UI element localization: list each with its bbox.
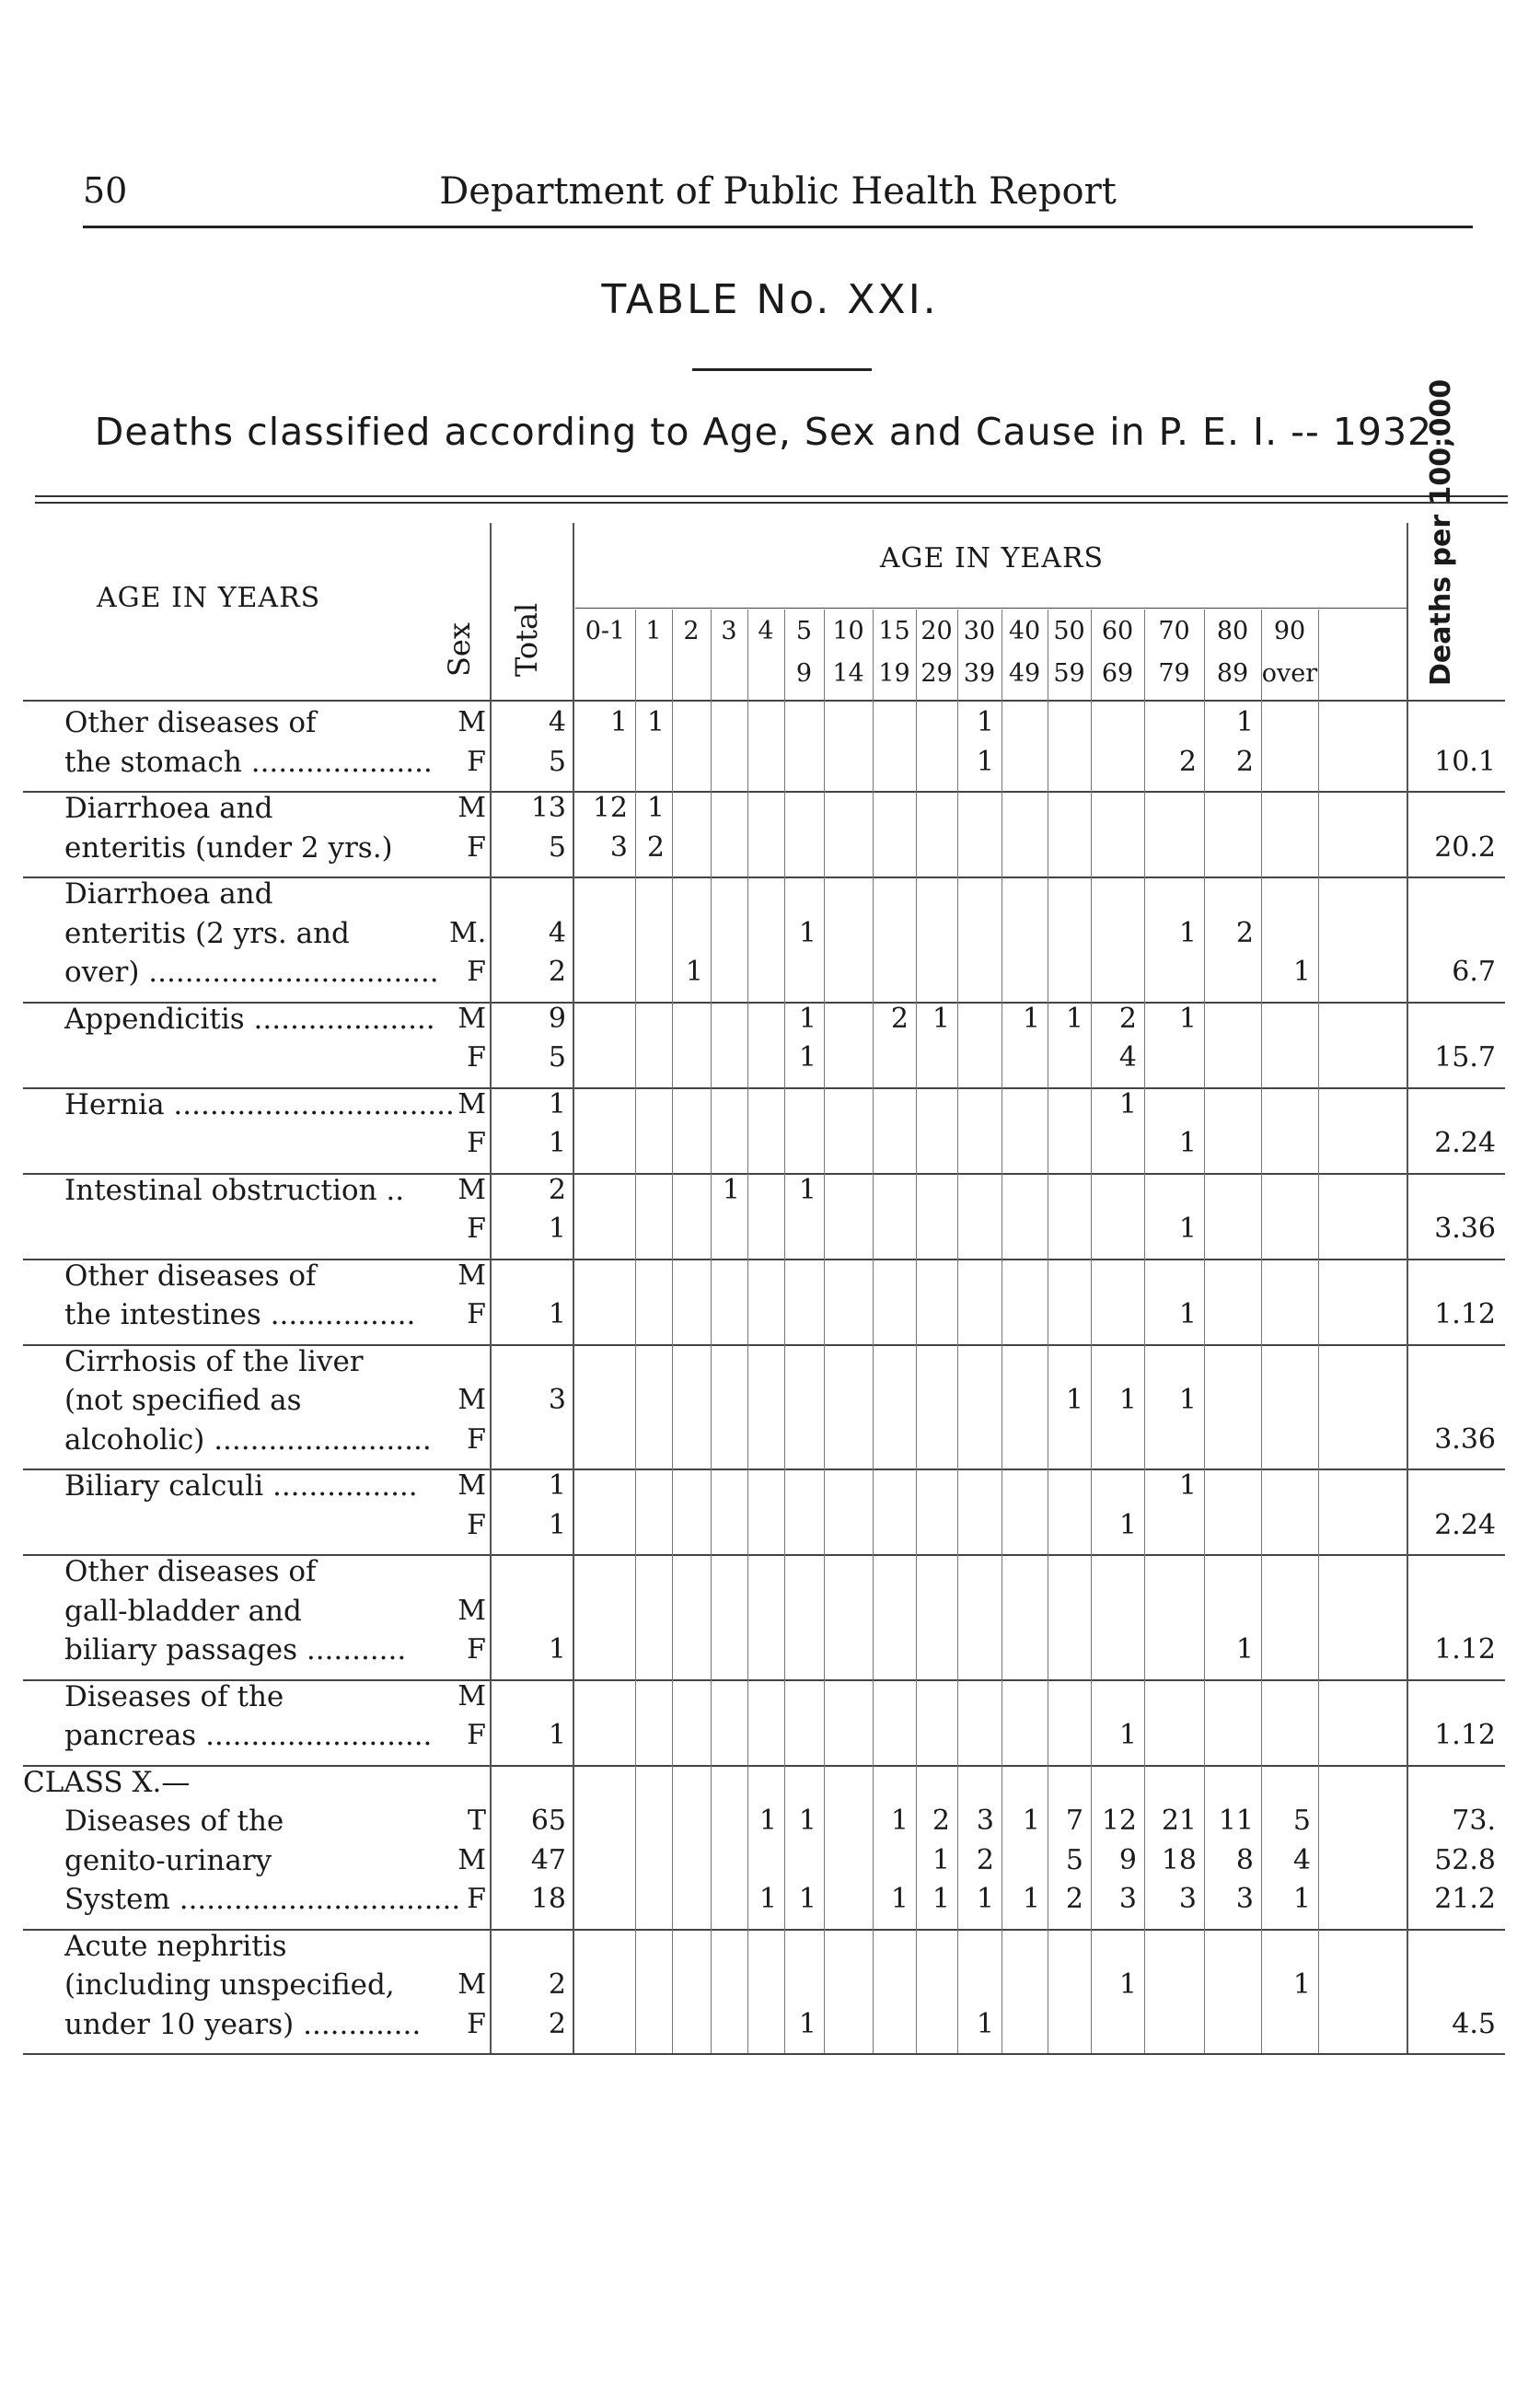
sex-cell: M bbox=[457, 706, 486, 738]
age-cell: 3 bbox=[1118, 1883, 1137, 1915]
rate-cell: 4.5 bbox=[1452, 2007, 1496, 2040]
row-label: Hernia ............................... bbox=[64, 1087, 455, 1121]
age-column-rule bbox=[1318, 609, 1319, 2053]
rate-cell: 21.2 bbox=[1434, 1883, 1496, 1915]
age-cell: 3 bbox=[976, 1805, 994, 1837]
total-cell: 3 bbox=[548, 1384, 566, 1416]
sex-cell: M bbox=[457, 792, 486, 824]
age-head-top: 80 bbox=[1216, 617, 1249, 645]
row-separator bbox=[23, 2053, 1505, 2055]
age-cell: 1 bbox=[1118, 1508, 1137, 1541]
rate-cell: 52.8 bbox=[1434, 1843, 1496, 1876]
rate-cell: 6.7 bbox=[1452, 956, 1496, 988]
total-cell: 4 bbox=[548, 706, 566, 738]
row-label: gall-bladder and bbox=[64, 1594, 302, 1628]
age-column-rule bbox=[635, 609, 636, 2053]
table-top-rule-2 bbox=[35, 502, 1508, 504]
age-column-rule bbox=[1091, 609, 1092, 2053]
age-group-rule bbox=[575, 608, 1407, 609]
age-cell: 1 bbox=[890, 1805, 909, 1837]
total-cell: 2 bbox=[548, 1968, 566, 2001]
sex-cell: F bbox=[467, 1633, 486, 1666]
row-label: under 10 years) ............. bbox=[64, 2007, 422, 2041]
total-cell: 1 bbox=[548, 1719, 566, 1751]
age-cell: 2 bbox=[1235, 745, 1254, 778]
total-cell: 13 bbox=[530, 792, 566, 824]
age-cell: 1 bbox=[758, 1805, 777, 1837]
age-cell: 1 bbox=[976, 706, 994, 738]
total-cell: 5 bbox=[548, 830, 566, 864]
age-cell: 7 bbox=[1065, 1805, 1083, 1837]
table-title: TABLE No. XXI. bbox=[601, 276, 939, 323]
age-head-top: 4 bbox=[758, 617, 774, 645]
age-head-bottom: 9 bbox=[795, 659, 813, 688]
rate-cell: 20.2 bbox=[1434, 830, 1496, 864]
total-cell: 4 bbox=[548, 916, 566, 949]
page-number: 50 bbox=[83, 170, 128, 211]
sex-cell: M bbox=[457, 1087, 486, 1120]
sex-cell: F bbox=[467, 1719, 486, 1751]
age-cell: 1 bbox=[798, 1173, 816, 1206]
row-label: Other diseases of bbox=[64, 706, 317, 739]
sex-cell: F bbox=[467, 1041, 486, 1074]
title-rule bbox=[692, 368, 872, 371]
age-cell: 5 bbox=[1065, 1843, 1083, 1876]
rate-cell: 3.36 bbox=[1434, 1213, 1496, 1245]
age-column-rule bbox=[1261, 609, 1262, 2053]
age-cell: 1 bbox=[798, 2007, 816, 2040]
row-label: enteritis (under 2 yrs.) bbox=[64, 830, 393, 865]
age-column-rule bbox=[747, 609, 748, 2053]
age-cell: 3 bbox=[1235, 1883, 1254, 1915]
sex-cell: F bbox=[467, 1508, 486, 1541]
age-head-top: 15 bbox=[878, 617, 910, 645]
row-label: the stomach .................... bbox=[64, 745, 433, 779]
age-cell: 1 bbox=[1118, 1968, 1137, 2001]
age-cell: 4 bbox=[1118, 1041, 1137, 1074]
total-cell: 5 bbox=[548, 745, 566, 778]
rate-cell: 3.36 bbox=[1434, 1422, 1496, 1456]
rate-cell: 2.24 bbox=[1434, 1127, 1496, 1159]
row-label: pancreas ......................... bbox=[64, 1719, 433, 1752]
sex-cell: M bbox=[457, 1968, 486, 2001]
age-cell: 1 bbox=[1178, 1469, 1197, 1502]
age-cell: 1 bbox=[798, 916, 816, 949]
row-label: Diarrhoea and bbox=[64, 877, 273, 911]
sex-cell: M. bbox=[449, 916, 487, 949]
column-rule bbox=[573, 523, 574, 2053]
age-cell: 1 bbox=[932, 1843, 950, 1876]
total-cell: 2 bbox=[548, 2007, 566, 2040]
age-head-bottom: 29 bbox=[921, 659, 953, 688]
age-cell: 9 bbox=[1118, 1843, 1137, 1876]
total-cell: 1 bbox=[548, 1469, 566, 1502]
age-cell: 1 bbox=[1178, 1213, 1197, 1245]
rate-cell: 1.12 bbox=[1434, 1298, 1496, 1330]
sex-cell: F bbox=[467, 745, 486, 778]
age-cell: 1 bbox=[976, 1883, 994, 1915]
sex-cell: F bbox=[467, 2007, 486, 2040]
age-cell: 4 bbox=[1292, 1843, 1311, 1876]
total-cell: 1 bbox=[548, 1298, 566, 1330]
row-label: Diseases of the bbox=[64, 1805, 284, 1838]
table-caption: Deaths classified according to Age, Sex and Cause in P. E. I. -- 1932. bbox=[94, 410, 1446, 454]
row-label: alcoholic) ........................ bbox=[64, 1422, 432, 1457]
age-head-top: 5 bbox=[795, 617, 813, 645]
row-label: System ............................... bbox=[64, 1883, 461, 1916]
age-head-top: 0-1 bbox=[585, 617, 626, 645]
stub-header: AGE IN YEARS bbox=[97, 582, 321, 614]
age-head-bottom: 89 bbox=[1216, 659, 1249, 688]
age-head-bottom: 14 bbox=[832, 659, 864, 688]
total-cell: 47 bbox=[530, 1843, 566, 1876]
age-cell: 2 bbox=[890, 1002, 909, 1035]
running-head: Department of Public Health Report bbox=[439, 170, 1117, 213]
sex-cell: F bbox=[467, 956, 486, 988]
age-column-rule bbox=[824, 609, 825, 2053]
age-column-rule bbox=[1204, 609, 1205, 2053]
age-head-top: 90 bbox=[1273, 617, 1306, 645]
total-cell: 1 bbox=[548, 1633, 566, 1666]
age-head-bottom: over bbox=[1261, 659, 1318, 688]
age-cell: 12 bbox=[592, 792, 628, 824]
rate-header: Deaths per 100,000 bbox=[1425, 378, 1457, 686]
total-cell: 1 bbox=[548, 1087, 566, 1120]
age-cell: 1 bbox=[1065, 1002, 1083, 1035]
row-label: Diseases of the bbox=[64, 1679, 284, 1713]
age-cell: 1 bbox=[1235, 706, 1254, 738]
age-cell: 1 bbox=[932, 1883, 950, 1915]
sex-cell: M bbox=[457, 1469, 486, 1502]
row-label: Appendicitis .................... bbox=[64, 1002, 435, 1036]
sex-cell: M bbox=[457, 1002, 486, 1035]
row-label: over) ................................ bbox=[64, 956, 439, 989]
sex-cell: F bbox=[467, 830, 486, 864]
total-cell: 9 bbox=[548, 1002, 566, 1035]
age-cell: 1 bbox=[685, 956, 703, 988]
age-cell: 2 bbox=[1178, 745, 1197, 778]
age-head-top: 30 bbox=[963, 617, 996, 645]
table-top-rule bbox=[35, 495, 1508, 497]
sex-cell: M bbox=[457, 1173, 486, 1206]
row-label: enteritis (2 yrs. and bbox=[64, 916, 350, 950]
age-cell: 18 bbox=[1161, 1843, 1197, 1876]
age-cell: 1 bbox=[1178, 1127, 1197, 1159]
age-cell: 1 bbox=[1022, 1805, 1040, 1837]
age-head-bottom: 49 bbox=[1008, 659, 1041, 688]
age-cell: 2 bbox=[646, 830, 665, 864]
age-head-top: 10 bbox=[832, 617, 864, 645]
rate-cell: 1.12 bbox=[1434, 1633, 1496, 1666]
age-head-bottom: 39 bbox=[963, 659, 996, 688]
age-column-rule bbox=[957, 609, 958, 2053]
age-cell: 1 bbox=[1022, 1883, 1040, 1915]
age-head-top: 3 bbox=[721, 617, 737, 645]
row-label: Other diseases of bbox=[64, 1555, 317, 1588]
age-head-bottom: 19 bbox=[878, 659, 910, 688]
age-cell: 1 bbox=[1178, 1298, 1197, 1330]
age-cell: 11 bbox=[1218, 1805, 1254, 1837]
age-cell: 1 bbox=[890, 1883, 909, 1915]
age-head-top: 40 bbox=[1008, 617, 1041, 645]
row-label: Intestinal obstruction .. bbox=[64, 1173, 405, 1207]
age-head-top: 1 bbox=[645, 617, 662, 645]
row-label: Diarrhoea and bbox=[64, 792, 273, 825]
row-label: biliary passages ........... bbox=[64, 1633, 407, 1666]
age-head-top: 60 bbox=[1101, 617, 1134, 645]
column-rule bbox=[490, 523, 492, 2053]
age-cell: 12 bbox=[1101, 1805, 1137, 1837]
age-cell: 1 bbox=[1178, 916, 1197, 949]
age-cell: 1 bbox=[1235, 1633, 1254, 1666]
page-header bbox=[83, 170, 1473, 228]
age-cell: 1 bbox=[798, 1805, 816, 1837]
age-cell: 1 bbox=[798, 1883, 816, 1915]
age-cell: 1 bbox=[798, 1041, 816, 1074]
age-cell: 2 bbox=[976, 1843, 994, 1876]
age-cell: 1 bbox=[758, 1883, 777, 1915]
age-cell: 2 bbox=[1235, 916, 1254, 949]
total-cell: 2 bbox=[548, 1173, 566, 1206]
age-cell: 1 bbox=[1118, 1384, 1137, 1416]
age-cell: 1 bbox=[1178, 1002, 1197, 1035]
age-cell: 1 bbox=[1292, 1968, 1311, 2001]
row-label: CLASS X.— bbox=[23, 1765, 191, 1799]
age-cell: 2 bbox=[1118, 1002, 1137, 1035]
total-cell: 5 bbox=[548, 1041, 566, 1074]
sex-cell: M bbox=[457, 1843, 486, 1876]
age-cell: 1 bbox=[1022, 1002, 1040, 1035]
age-cell: 1 bbox=[1292, 1883, 1311, 1915]
sex-cell: T bbox=[467, 1805, 486, 1837]
rate-cell: 15.7 bbox=[1434, 1041, 1496, 1074]
age-cell: 1 bbox=[1178, 1384, 1197, 1416]
age-head-top: 2 bbox=[683, 617, 700, 645]
age-group-header: AGE IN YEARS bbox=[879, 542, 1105, 575]
total-cell: 1 bbox=[548, 1213, 566, 1245]
age-cell: 1 bbox=[1118, 1719, 1137, 1751]
age-cell: 1 bbox=[1065, 1384, 1083, 1416]
row-label: the intestines ................ bbox=[64, 1298, 416, 1331]
row-label: Acute nephritis bbox=[64, 1929, 287, 1963]
total-cell: 1 bbox=[548, 1508, 566, 1541]
age-cell: 1 bbox=[976, 745, 994, 778]
age-cell: 1 bbox=[646, 706, 665, 738]
row-label: Other diseases of bbox=[64, 1259, 317, 1293]
age-cell: 2 bbox=[932, 1805, 950, 1837]
sex-cell: M bbox=[457, 1384, 486, 1416]
age-cell: 1 bbox=[1292, 956, 1311, 988]
age-column-rule bbox=[1144, 609, 1145, 2053]
sex-cell: F bbox=[467, 1883, 486, 1915]
total-header: Total bbox=[509, 602, 544, 677]
rate-cell: 73. bbox=[1452, 1805, 1496, 1837]
sex-cell: F bbox=[467, 1422, 486, 1456]
age-head-top: 20 bbox=[921, 617, 953, 645]
age-cell: 1 bbox=[722, 1173, 740, 1206]
age-cell: 1 bbox=[798, 1002, 816, 1035]
age-head-top: 50 bbox=[1053, 617, 1085, 645]
sex-header: Sex bbox=[442, 622, 477, 677]
sex-cell: F bbox=[467, 1127, 486, 1159]
row-separator bbox=[23, 1765, 1505, 1767]
age-column-rule bbox=[784, 609, 785, 2053]
total-cell: 18 bbox=[530, 1883, 566, 1915]
age-cell: 8 bbox=[1235, 1843, 1254, 1876]
age-cell: 1 bbox=[646, 792, 665, 824]
sex-cell: F bbox=[467, 1213, 486, 1245]
row-label: (including unspecified, bbox=[64, 1968, 395, 2002]
row-label: genito-urinary bbox=[64, 1843, 272, 1877]
age-cell: 5 bbox=[1292, 1805, 1311, 1837]
age-head-bottom: 59 bbox=[1053, 659, 1085, 688]
sex-cell: M bbox=[457, 1259, 486, 1292]
sex-cell: F bbox=[467, 1298, 486, 1330]
total-cell: 65 bbox=[530, 1805, 566, 1837]
age-column-rule bbox=[916, 609, 917, 2053]
total-cell: 1 bbox=[548, 1127, 566, 1159]
sex-cell: M bbox=[457, 1594, 486, 1627]
age-cell: 1 bbox=[1118, 1087, 1137, 1120]
age-cell: 1 bbox=[976, 2007, 994, 2040]
age-column-rule bbox=[711, 609, 712, 2053]
row-label: Biliary calculi ................ bbox=[64, 1469, 418, 1503]
age-cell: 3 bbox=[1178, 1883, 1197, 1915]
age-head-top: 70 bbox=[1158, 617, 1190, 645]
rate-cell: 2.24 bbox=[1434, 1508, 1496, 1541]
age-column-rule bbox=[873, 609, 874, 2053]
age-head-bottom: 79 bbox=[1158, 659, 1190, 688]
row-label: (not specified as bbox=[64, 1384, 302, 1417]
age-cell: 3 bbox=[609, 830, 628, 864]
header-bottom-rule bbox=[23, 700, 1505, 702]
row-label: Cirrhosis of the liver bbox=[64, 1344, 364, 1378]
age-head-bottom: 69 bbox=[1101, 659, 1134, 688]
sex-cell: M bbox=[457, 1679, 486, 1712]
age-cell: 1 bbox=[932, 1002, 950, 1035]
age-column-rule bbox=[672, 609, 673, 2053]
age-cell: 2 bbox=[1065, 1883, 1083, 1915]
age-cell: 21 bbox=[1161, 1805, 1197, 1837]
total-cell: 2 bbox=[548, 956, 566, 988]
rate-cell: 10.1 bbox=[1434, 745, 1496, 778]
rate-cell: 1.12 bbox=[1434, 1719, 1496, 1751]
age-cell: 1 bbox=[609, 706, 628, 738]
